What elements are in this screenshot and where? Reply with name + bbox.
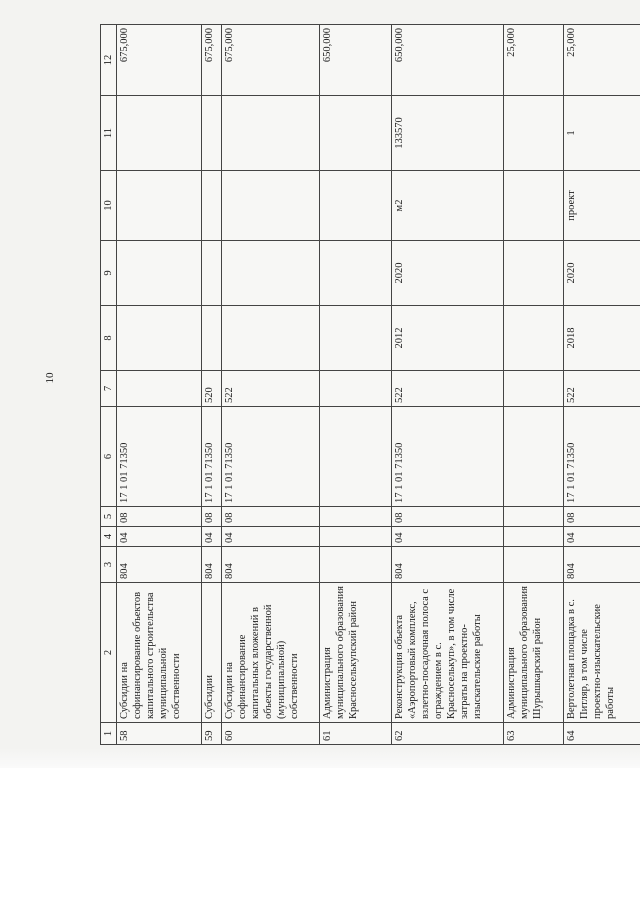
cell-target-article: 17 1 01 71350 (117, 407, 202, 507)
cell-section: 04 (564, 527, 640, 547)
cell-number: 60 (222, 723, 320, 745)
column-header: 9 (101, 241, 117, 306)
cell-target-article: 17 1 01 71350 (202, 407, 222, 507)
cell-subsection: 08 (222, 507, 320, 527)
cell-unit (504, 171, 564, 241)
cell-end-year (117, 241, 202, 306)
cell-target-article (504, 407, 564, 507)
column-header: 6 (101, 407, 117, 507)
column-header: 5 (101, 507, 117, 527)
cell-amount: 675,000 (202, 25, 222, 96)
cell-expense-type: 520 (202, 371, 222, 407)
cell-amount: 675,000 (117, 25, 202, 96)
column-header: 8 (101, 306, 117, 371)
cell-subsection (504, 507, 564, 527)
cell-expense-type (320, 371, 392, 407)
column-header: 12 (101, 25, 117, 96)
cell-unit (117, 171, 202, 241)
cell-number: 59 (202, 723, 222, 745)
cell-end-year (504, 241, 564, 306)
cell-unit: м2 (392, 171, 504, 241)
cell-number: 61 (320, 723, 392, 745)
cell-capacity (222, 96, 320, 171)
cell-name: Администрация муниципального образования Красноселькупский район (320, 583, 392, 723)
cell-number: 58 (117, 723, 202, 745)
scan-edge-shadow (0, 748, 640, 768)
cell-amount: 25,000 (564, 25, 640, 96)
cell-target-article (320, 407, 392, 507)
cell-capacity (504, 96, 564, 171)
rotated-table-container (100, 25, 640, 745)
cell-section: 04 (222, 527, 320, 547)
cell-name: Субсидии (202, 583, 222, 723)
cell-code: 804 (202, 547, 222, 583)
cell-expense-type: 522 (564, 371, 640, 407)
column-header: 11 (101, 96, 117, 171)
page-number: 10 (44, 372, 56, 384)
column-header: 7 (101, 371, 117, 407)
cell-start-year (117, 306, 202, 371)
cell-subsection: 08 (117, 507, 202, 527)
cell-end-year (222, 241, 320, 306)
cell-name: Субсидии на софинансирование капитальных вложений в объекты государственной (муниципальной) собственности (222, 583, 320, 723)
cell-code: 804 (564, 547, 640, 583)
cell-target-article: 17 1 01 71350 (222, 407, 320, 507)
cell-code: 804 (222, 547, 320, 583)
cell-expense-type (504, 371, 564, 407)
table-row (222, 25, 320, 745)
cell-code (320, 547, 392, 583)
cell-end-year (320, 241, 392, 306)
cell-start-year (504, 306, 564, 371)
cell-end-year: 2020 (564, 241, 640, 306)
cell-section (504, 527, 564, 547)
cell-name: Реконструкция объекта «Аэропортовый комплекс, взлетно-посадочная полоса с ограждением в с. Красноселькуп», в том числе затраты на проектно-изыскательские работы (392, 583, 504, 723)
cell-target-article: 17 1 01 71350 (564, 407, 640, 507)
cell-section: 04 (202, 527, 222, 547)
cell-section (320, 527, 392, 547)
cell-capacity: 133570 (392, 96, 504, 171)
table-row (504, 25, 564, 745)
cell-unit (222, 171, 320, 241)
column-header: 3 (101, 547, 117, 583)
cell-number: 63 (504, 723, 564, 745)
cell-unit (202, 171, 222, 241)
cell-code: 804 (392, 547, 504, 583)
cell-subsection (320, 507, 392, 527)
cell-code: 804 (117, 547, 202, 583)
cell-section: 04 (117, 527, 202, 547)
column-header: 4 (101, 527, 117, 547)
cell-name: Субсидии на софинансирование объектов капитального строительства муниципальной собственности (117, 583, 202, 723)
cell-start-year (202, 306, 222, 371)
cell-section: 04 (392, 527, 504, 547)
cell-capacity: 1 (564, 96, 640, 171)
header-row (101, 25, 117, 745)
cell-expense-type (117, 371, 202, 407)
table-row (320, 25, 392, 745)
cell-amount: 650,000 (392, 25, 504, 96)
cell-code (504, 547, 564, 583)
cell-start-year (320, 306, 392, 371)
cell-amount: 25,000 (504, 25, 564, 96)
cell-capacity (202, 96, 222, 171)
cell-end-year (202, 241, 222, 306)
cell-end-year: 2020 (392, 241, 504, 306)
cell-start-year: 2018 (564, 306, 640, 371)
cell-number: 64 (564, 723, 640, 745)
table-row (392, 25, 504, 745)
cell-subsection: 08 (202, 507, 222, 527)
cell-number: 62 (392, 723, 504, 745)
cell-target-article: 17 1 01 71350 (392, 407, 504, 507)
budget-table (100, 24, 640, 745)
table-row (202, 25, 222, 745)
cell-expense-type: 522 (392, 371, 504, 407)
cell-amount: 650,000 (320, 25, 392, 96)
cell-unit: проект (564, 171, 640, 241)
cell-start-year (222, 306, 320, 371)
table-row (564, 25, 640, 745)
cell-start-year: 2012 (392, 306, 504, 371)
cell-capacity (117, 96, 202, 171)
table-row (117, 25, 202, 745)
column-header: 1 (101, 723, 117, 745)
cell-subsection: 08 (564, 507, 640, 527)
column-header: 2 (101, 583, 117, 723)
cell-unit (320, 171, 392, 241)
cell-expense-type: 522 (222, 371, 320, 407)
cell-name: Вертолетная площадка в с. Питляр, в том числе проектно-изыскательские работы (564, 583, 640, 723)
cell-amount: 675,000 (222, 25, 320, 96)
cell-subsection: 08 (392, 507, 504, 527)
cell-name: Администрация муниципального образования Шурышкарский район (504, 583, 564, 723)
column-header: 10 (101, 171, 117, 241)
cell-capacity (320, 96, 392, 171)
